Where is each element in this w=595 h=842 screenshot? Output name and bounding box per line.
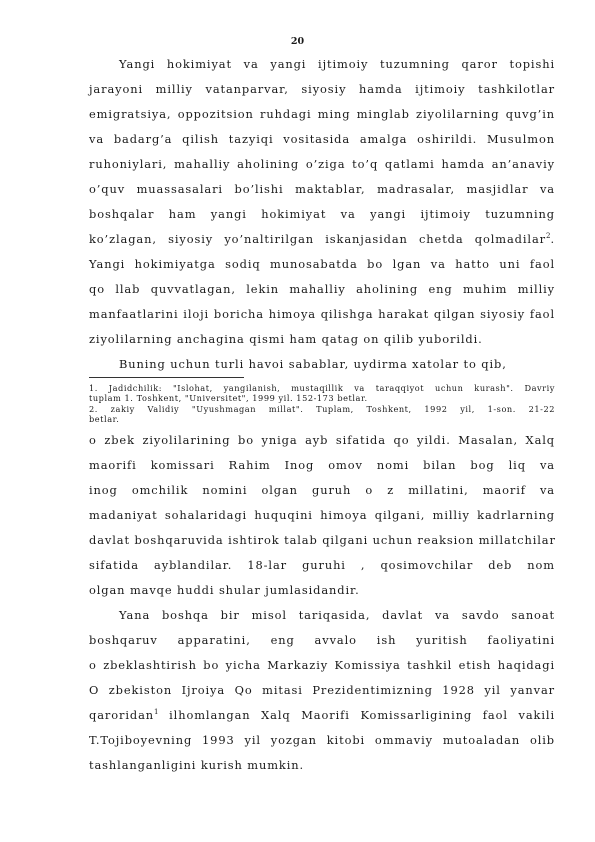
main-text-bottom xyxy=(89,428,555,778)
text-line: Yana boshqa bir misol tariqasida, davlat va savdo sanoat xyxy=(119,608,555,622)
text-line: emigratsiya, oppozitsion ruhdagi ming minglab ziyolilarning quvg’in xyxy=(89,107,555,121)
text-line: qaroridan$^1$ ilhomlangan Xalq Maorifi Komissarligining faol vakili xyxy=(89,708,555,722)
text-line: O zbekiston Ijroiya Qo mitasi Prezidentimizning 1928 yil yanvar xyxy=(89,683,555,697)
footnote-line: tuplam 1. Toshkent, "Universitet", 1999 yil. 152-173 betlar. xyxy=(89,393,368,404)
footnote-divider xyxy=(89,377,244,378)
main-text-top xyxy=(89,52,555,377)
footnote-line: betlar. xyxy=(89,414,120,425)
text-line: sifatida ayblandilar. 18-lar guruhi , qosimovchilar deb nom xyxy=(89,558,555,572)
text-line: boshqalar ham yangi hokimiyat va yangi ijtimoiy tuzumning xyxy=(89,207,555,221)
text-line: olgan mavqe huddi shular jumlasidandir. xyxy=(89,583,360,597)
footnote-line: 1. Jadidchilik: "Islohat, yangilanish, mustaqillik va taraqqiyot uchun kurash". Davriy xyxy=(89,383,555,393)
text-line: jarayoni milliy vatanparvar, siyosiy hamda ijtimoiy tashkilotlar xyxy=(89,82,555,96)
text-line: Yangi hokimiyatga sodiq munosabatda bo lgan va hatto uni faol xyxy=(89,257,555,271)
text-line: tashlanganligini kurish mumkin. xyxy=(89,758,305,772)
page-number: 20 xyxy=(290,36,305,47)
text-line: T.Tojiboyevning 1993 yil yozgan kitobi ommaviy mutoaladan olib xyxy=(89,733,555,747)
text-line: boshqaruv apparatini, eng avvalo ish yuritish faoliyatini xyxy=(89,633,555,647)
footnote-ref: 2 xyxy=(546,232,551,240)
text-line: Yangi hokimiyat va yangi ijtimoiy tuzumning qaror topishi xyxy=(119,57,555,71)
text-line: manfaatlarini iloji boricha himoya qilishga harakat qilgan siyosiy faol xyxy=(89,307,555,321)
text-line: ruhoniylari, mahalliy aholining o’ziga to’q qatlami hamda an’anaviy xyxy=(89,157,555,171)
text-line: o’quv muassasalari bo’lishi maktablar, madrasalar, masjidlar va xyxy=(89,182,555,196)
text-line: o zbek ziyolilarining bo yniga ayb sifatida qo yildi. Masalan, Xalq xyxy=(89,433,555,447)
text-line: maorifi komissari Rahim Inog omov nomi bilan bog liq va xyxy=(89,458,555,472)
text-line: ko’zlagan, siyosiy yo’naltirilgan iskanjasidan chetda qolmadilar$^2$. xyxy=(89,232,555,246)
footnote-ref: 1 xyxy=(154,708,159,716)
text-line: va badarg’a qilish tazyiqi vositasida amalga oshirildi. Musulmon xyxy=(89,132,555,146)
text-line: ziyolilarning anchagina qismi ham qatag on qilib yuborildi. xyxy=(89,332,483,346)
text-line: inog omchilik nomini olgan guruh o z millatini, maorif va xyxy=(89,483,555,497)
text-line: madaniyat sohalaridagi huquqini himoya qilgani, milliy kadrlarning xyxy=(89,508,555,522)
text-line: Buning uchun turli havoi sabablar, uydirma xatolar to qib, xyxy=(119,357,507,371)
text-line: o zbeklashtirish bo yicha Markaziy Komissiya tashkil etish haqidagi xyxy=(89,658,555,672)
footnotes xyxy=(89,383,555,425)
text-line: qo llab quvvatlagan, lekin mahalliy aholining eng muhim milliy xyxy=(89,282,555,296)
text-line: davlat boshqaruvida ishtirok talab qilgani uchun reaksion millatchilar xyxy=(89,533,556,547)
footnote-line: 2. zakiy Validiy "Uyushmagan millat". Tuplam, Toshkent, 1992 yil, 1-son. 21-22 xyxy=(89,403,555,414)
